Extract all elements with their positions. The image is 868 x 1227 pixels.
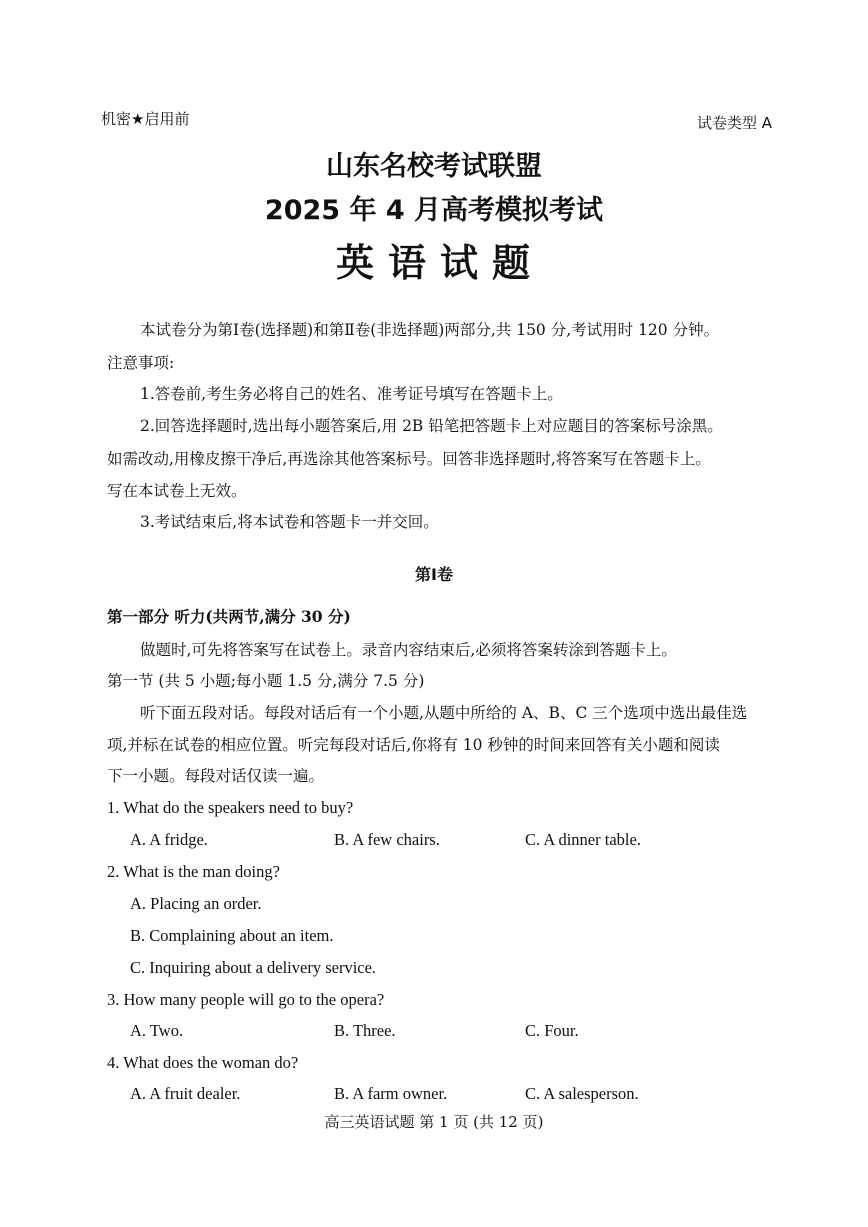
notes-item-2-line-2: 如需改动,用橡皮擦干净后,再选涂其他答案标号。回答非选择题时,将答案写在答题卡上。 (107, 450, 711, 468)
option-b: B. Complaining about an item. (130, 926, 334, 945)
option-a: A. Two. (130, 1021, 184, 1040)
page-footer: 高三英语试题 第 1 页 (共 12 页) (324, 1113, 544, 1131)
question-stem: 3. How many people will go to the opera? (107, 990, 385, 1009)
part1-heading: 第一部分 听力(共两节,满分 30 分) (107, 607, 351, 626)
option-c: C. Inquiring about a delivery service. (130, 958, 377, 977)
notes-item-3: 3.考试结束后,将本试卷和答题卡一并交回。 (140, 513, 439, 531)
notes-item-2-line-3: 写在本试卷上无效。 (107, 482, 247, 500)
option-b: B. A few chairs. (334, 830, 440, 849)
option-b: B. A farm owner. (334, 1084, 448, 1103)
intro-text: 本试卷分为第Ⅰ卷(选择题)和第Ⅱ卷(非选择题)两部分,共 150 分,考试用时 120 分钟。 (140, 321, 720, 339)
option-a: A. Placing an order. (130, 894, 262, 913)
exam-alliance-title: 山东名校考试联盟 (326, 151, 542, 182)
section1-desc-line-3: 下一小题。每段对话仅读一遍。 (107, 767, 325, 785)
section1-heading: 第一节 (共 5 小题;每小题 1.5 分,满分 7.5 分) (107, 672, 425, 690)
paper-type-label: 试卷类型 A (697, 114, 773, 132)
section1-desc-line-2: 项,并标在试卷的相应位置。听完每段对话后,你将有 10 秒钟的时间来回答有关小题和阅读 (107, 736, 720, 754)
exam-date-title: 2025 年 4 月高考模拟考试 (264, 195, 604, 226)
option-a: A. A fridge. (130, 830, 208, 849)
confidential-label: 机密★启用前 (101, 110, 190, 128)
option-c: C. A salesperson. (525, 1084, 639, 1103)
notes-heading: 注意事项: (107, 354, 175, 372)
option-c: C. A dinner table. (525, 830, 641, 849)
question-stem: 4. What does the woman do? (107, 1053, 299, 1072)
section1-desc-line-1: 听下面五段对话。每段对话后有一个小题,从题中所给的 A、B、C 三个选项中选出最佳选 (140, 704, 748, 722)
option-a: A. A fruit dealer. (130, 1084, 241, 1103)
question-stem: 1. What do the speakers need to buy? (107, 798, 354, 817)
subject-title: 英语试题 (335, 241, 544, 285)
option-b: B. Three. (334, 1021, 396, 1040)
question-stem: 2. What is the man doing? (107, 862, 280, 881)
volume-title: 第Ⅰ卷 (415, 565, 453, 584)
option-c: C. Four. (525, 1021, 579, 1040)
notes-item-2-line-1: 2.回答选择题时,选出每小题答案后,用 2B 铅笔把答题卡上对应题目的答案标号涂黑。 (140, 417, 723, 435)
part1-instruction: 做题时,可先将答案写在试卷上。录音内容结束后,必须将答案转涂到答题卡上。 (140, 641, 677, 659)
notes-item-1: 1.答卷前,考生务必将自己的姓名、准考证号填写在答题卡上。 (140, 385, 563, 403)
